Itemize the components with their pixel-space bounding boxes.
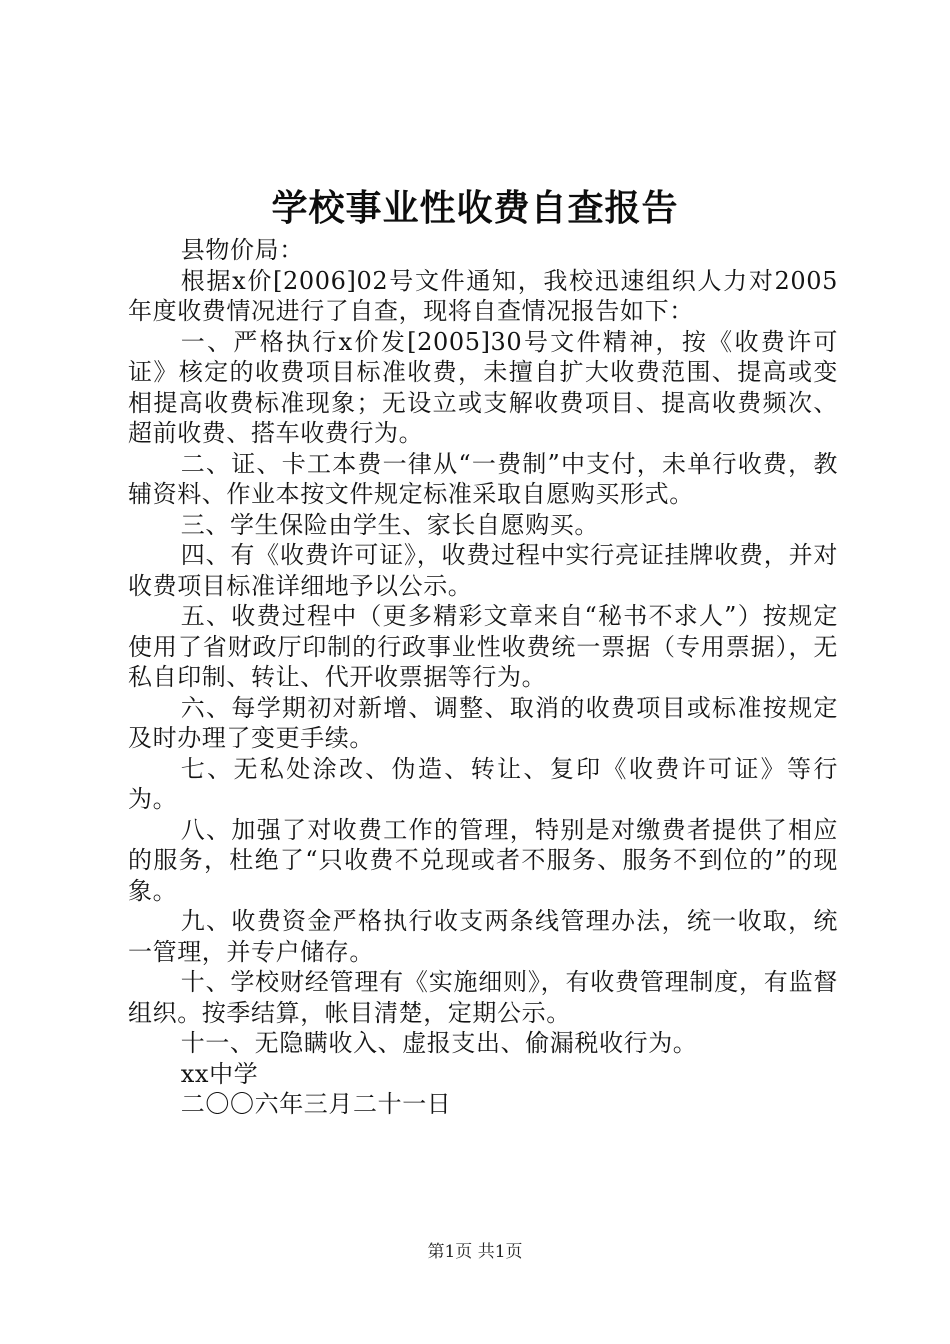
page-number-footer: 第1页 共1页 <box>427 1242 523 1262</box>
document-title: 学校事业性收费自查报告 <box>271 187 679 229</box>
paragraph-item-4: 四、有《收费许可证》，收费过程中实行亮证挂牌收费，并对收费项目标准详细地予以公示。 <box>128 541 838 600</box>
paragraph-item-5: 五、收费过程中（更多精彩文章来自“秘书不求人”）按规定使用了省财政厅印制的行政事业性收费统一票据（专用票据），无私自印制、转让、代开收票据等行为。 <box>128 602 838 691</box>
salutation: 县物价局： <box>180 236 304 264</box>
paragraph-item-9: 九、收费资金严格执行收支两条线管理办法，统一收取，统一管理，并专户储存。 <box>128 907 838 966</box>
document-body <box>128 235 838 1120</box>
paragraph-item-10: 十、学校财经管理有《实施细则》，有收费管理制度，有监督组织。按季结算，帐目清楚，定期公示。 <box>128 968 838 1027</box>
paragraph-item-8: 八、加强了对收费工作的管理，特别是对缴费者提供了相应的服务，杜绝了“只收费不兑现或者不服务、服务不到位的”的现象。 <box>128 815 838 905</box>
paragraph-item-2: 二、证、卡工本费一律从“一费制”中支付，未单行收费，教辅资料、作业本按文件规定标准采取自愿购买形式。 <box>128 449 838 508</box>
paragraph-item-7: 七、无私处涂改、伪造、转让、复印《收费许可证》等行为。 <box>128 754 838 813</box>
document-date: 二〇〇六年三月二十一日 <box>180 1090 452 1118</box>
paragraph-item-11: 十一、无隐瞒收入、虚报支出、偷漏税收行为。 <box>180 1029 698 1057</box>
paragraph-item-1: 一、严格执行x价发[2005]30号文件精神，按《收费许可证》核定的收费项目标准收费，未擅自扩大收费范围、提高或变相提高收费标准现象；无设立或支解收费项目、提高收费频次、超前收费、搭车收费行为。 <box>128 327 838 447</box>
paragraph-item-6: 六、每学期初对新增、调整、取消的收费项目或标准按规定及时办理了变更手续。 <box>128 693 838 752</box>
signature: xx中学 <box>180 1059 259 1088</box>
paragraph-item-3: 三、学生保险由学生、家长自愿购买。 <box>180 510 599 539</box>
paragraph-intro: 根据x价[2006]02号文件通知，我校迅速组织人力对2005年度收费情况进行了自查，现将自查情况报告如下： <box>128 266 838 325</box>
